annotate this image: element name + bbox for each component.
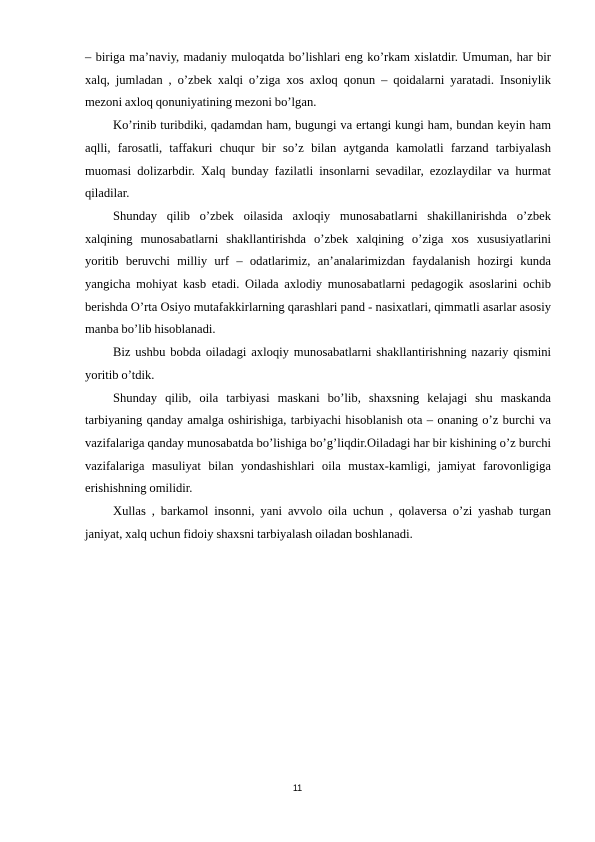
paragraph: Xullas , barkamol insonni, yani avvolo oila uchun , qolaversa o’zi yashab turgan janiyat, xalq uchun fidoiy shaxsni tarbiyalash oiladan boshlanadi.: [85, 504, 551, 541]
paragraph: Biz ushbu bobda oiladagi axloqiy munosabatlarni shakllantirishning nazariy qismini yoritib o’tdik.: [85, 345, 551, 382]
paragraph: Shunday qilib, oila tarbiyasi maskani bo’lib, shaxsning kelajagi shu maskanda tarbiyaning qanday amalga oshirishiga, tarbiyachi hisoblanish ota – onaning o’z burchi va vazifalariga qanday munosabatda bo’lishiga bo’g’liqdir.Oiladagi har bir kishining o’z burchi vazifalariga masuliyat bilan yondashishlari oila mustax-kamligi, jamiyat farovonligiga erishishning omilidir.: [85, 390, 551, 496]
paragraph: Ko’rinib turibdiki, qadamdan ham, bugungi va ertangi kungi ham, bundan keyin ham aqlli, farosatli, taffakuri chuqur bir so’z bilan aytganda kamolatli farzand tarbiyalash muomasi dolizarbdir. Xalq bunday fazilatli insonlarni sevadilar, ezozlaydilar va hurmat qiladilar.: [85, 118, 551, 201]
page-number: 11: [292, 783, 303, 793]
paragraph: Shunday qilib o’zbek oilasida axloqiy munosabatlarni shakillanirishda o’zbek xalqining munosabatlarni shakllantirishda o’zbek xalqining o’ziga xos xususiyatlarini yoritib beruvchi milliy urf – odatlarimiz, an’analarimizdan faydalanish hozirgi kunda yangicha mohiyat kasb etadi. Oilada axlodiy munosabatlarni pedagogik asoslarini ochib berishda O’rta Osiyo mutafakkirlarning qarashlari pand - nasixatlari, qimmatli asarlar asosiy manba bo’lib hisoblanadi.: [85, 208, 551, 337]
document-body: [85, 46, 551, 545]
paragraph-continuation: – biriga ma’naviy, madaniy muloqatda bo’lishlari eng ko’rkam xislatdir. Umuman, har bir xalq, jumladan , o’zbek xalqi o’ziga xos axloq qonun – qoidalarni yaratadi. Insoniylik mezoni axloq qonuniyatining mezoni bo’lgan.: [85, 50, 551, 110]
